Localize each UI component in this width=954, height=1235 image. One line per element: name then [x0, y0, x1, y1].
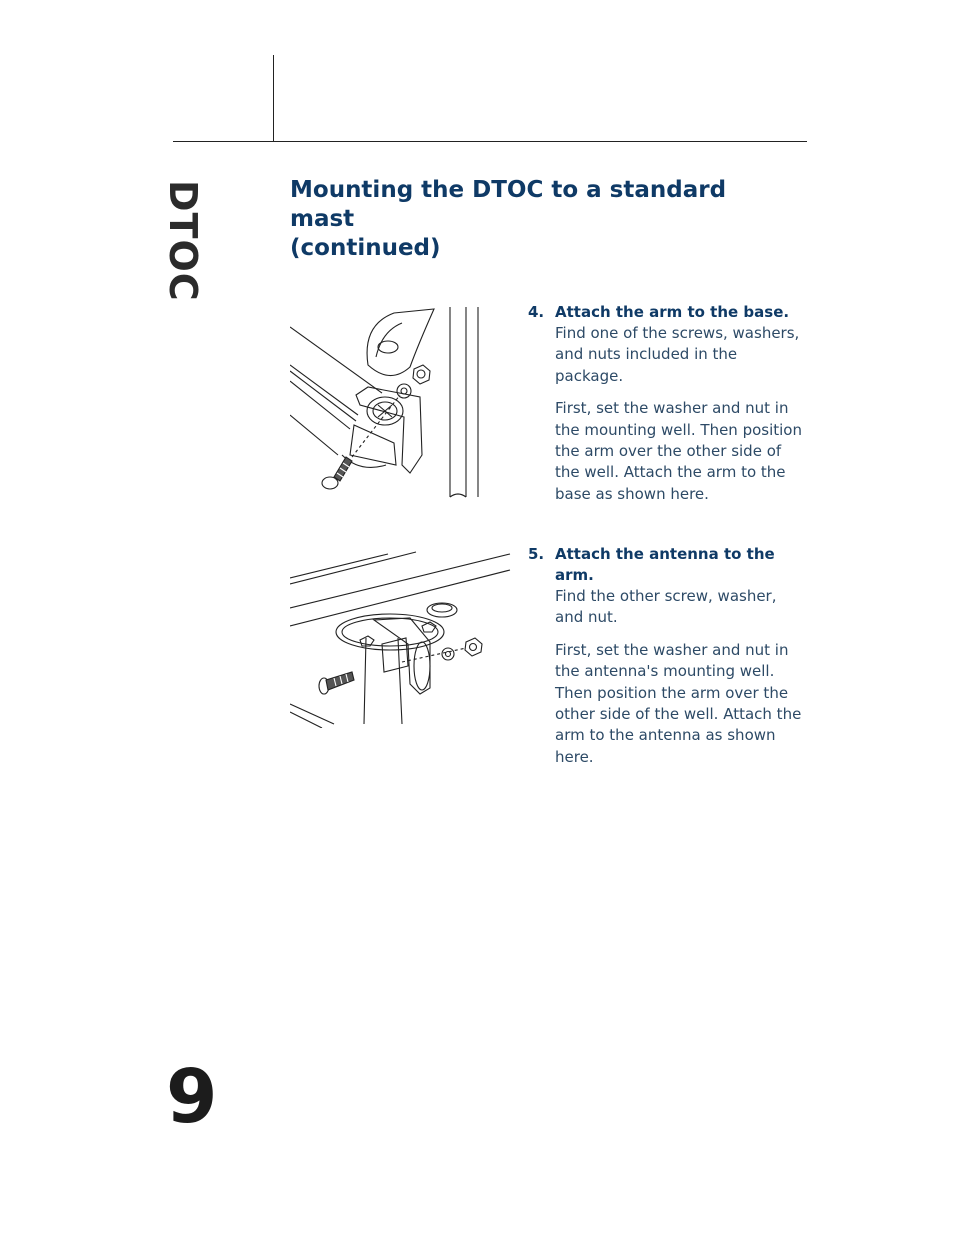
step-4-heading	[528, 302, 803, 323]
step-5-number: 5.	[528, 545, 545, 563]
step-4-title: Attach the arm to the base.	[555, 303, 790, 321]
step-5-intro: Find the other screw, washer, and nut.	[555, 587, 777, 627]
page-title-line-2: (continued)	[290, 235, 441, 261]
arm-to-base-illustration	[290, 305, 482, 501]
side-section-label: DTOC	[161, 180, 205, 302]
step-5-heading	[528, 544, 803, 586]
step-4-detail: First, set the washer and nut in the mounting well. Then position the arm over the other side of the well. Attach the arm to the base as shown here.	[555, 399, 802, 503]
page-title	[290, 176, 790, 263]
step-4-number: 4.	[528, 303, 545, 321]
header-vertical-rule	[273, 55, 274, 141]
step-5-title: Attach the antenna to the arm.	[555, 545, 775, 584]
page-number: 9	[166, 1054, 218, 1140]
step-4	[528, 302, 803, 516]
step-4-body	[555, 323, 803, 505]
step-4-intro: Find one of the screws, washers, and nuts included in the package.	[555, 324, 800, 385]
page-title-line-1: Mounting the DTOC to a standard mast	[290, 177, 727, 232]
step-5-detail: First, set the washer and nut in the antenna's mounting well. Then position the arm over the other side of the well. Attach the arm to the antenna as shown here.	[555, 640, 802, 766]
step-5	[528, 544, 803, 779]
header-horizontal-rule	[173, 141, 807, 142]
arm-to-antenna-illustration	[290, 548, 512, 728]
step-5-body	[555, 586, 803, 768]
